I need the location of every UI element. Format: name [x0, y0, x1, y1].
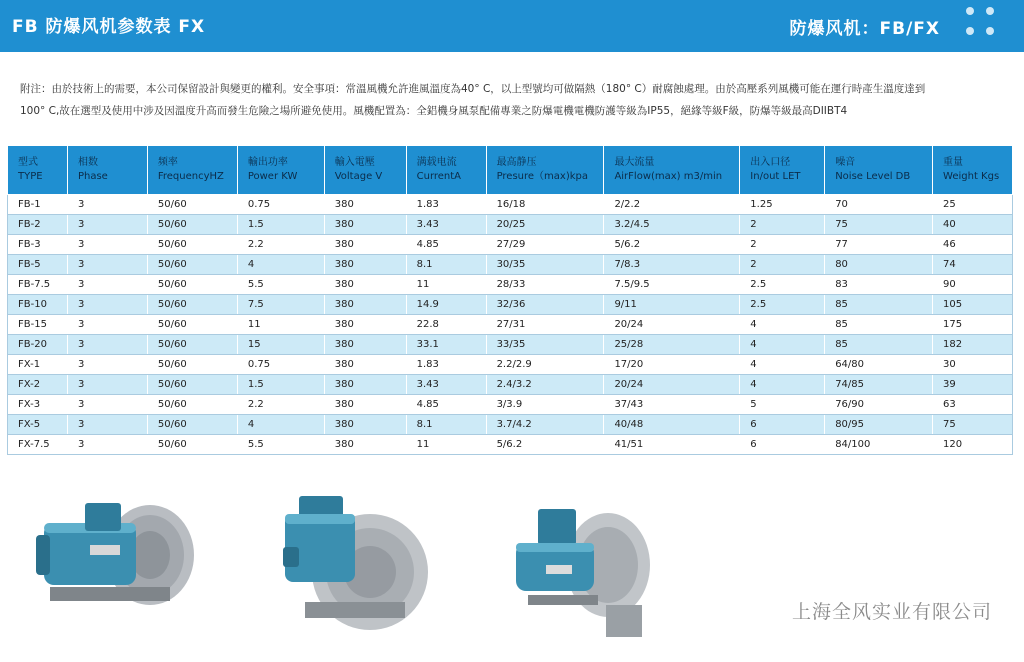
page-title: FB 防爆风机参数表 FX [12, 17, 206, 37]
column-header [8, 146, 68, 195]
table-cell: 50/60 [147, 215, 237, 235]
table-cell: FX-5 [8, 415, 68, 435]
table-cell: FX-1 [8, 355, 68, 375]
table-cell: 380 [324, 295, 406, 315]
table-cell: 50/60 [147, 415, 237, 435]
table-cell: 4 [237, 255, 324, 275]
table-cell: 3/3.9 [486, 395, 604, 415]
table-cell: 83 [825, 275, 933, 295]
column-header-cn: 噪音 [835, 157, 856, 168]
table-cell: 380 [324, 375, 406, 395]
table-cell: 2.2/2.9 [486, 355, 604, 375]
table-cell: 84/100 [825, 435, 933, 455]
table-cell: 1.25 [740, 195, 825, 215]
table-cell: 20/24 [604, 315, 740, 335]
header-right-title: 防爆风机：FB/FX [789, 19, 940, 39]
centrifugal-blower-photo-3 [508, 495, 658, 645]
table-row [8, 315, 1013, 335]
table-cell: 76/90 [825, 395, 933, 415]
column-header-en: In/out LET [750, 171, 801, 182]
table-cell: 40 [933, 215, 1013, 235]
table-cell: 50/60 [147, 275, 237, 295]
column-header-cn: 相数 [77, 157, 98, 168]
column-header [324, 146, 406, 195]
table-cell: 85 [825, 335, 933, 355]
table-cell: 17/20 [604, 355, 740, 375]
table-cell: 380 [324, 255, 406, 275]
table-cell: 5.5 [237, 275, 324, 295]
table-cell: 30 [933, 355, 1013, 375]
table-body [8, 195, 1013, 455]
column-header-en: AirFlow(max) m3/min [614, 171, 723, 182]
table-cell: 380 [324, 355, 406, 375]
table-cell: 9/11 [604, 295, 740, 315]
company-name: 上海全风实业有限公司 [791, 601, 992, 623]
table-cell: 40/48 [604, 415, 740, 435]
table-cell: FX-3 [8, 395, 68, 415]
column-header [237, 146, 324, 195]
table-cell: 85 [825, 315, 933, 335]
table-cell: 11 [406, 275, 486, 295]
spec-table [7, 145, 1013, 455]
table-cell: 120 [933, 435, 1013, 455]
table-cell: 6 [740, 435, 825, 455]
table-cell: 3 [67, 355, 147, 375]
column-header-cn: 重量 [943, 157, 964, 168]
table-cell: 380 [324, 275, 406, 295]
table-cell: 25 [933, 195, 1013, 215]
table-row [8, 375, 1013, 395]
table-cell: 2.2 [237, 395, 324, 415]
table-cell: 3 [67, 315, 147, 335]
table-cell: 28/33 [486, 275, 604, 295]
column-header [486, 146, 604, 195]
column-header-en: Power KW [247, 171, 298, 182]
table-cell: 27/31 [486, 315, 604, 335]
table-cell: FB-20 [8, 335, 68, 355]
table-cell: 1.5 [237, 215, 324, 235]
table-cell: 3.43 [406, 215, 486, 235]
table-cell: 14.9 [406, 295, 486, 315]
table-cell: 0.75 [237, 355, 324, 375]
table-cell: 105 [933, 295, 1013, 315]
table-cell: 50/60 [147, 315, 237, 335]
table-row [8, 235, 1013, 255]
column-header [604, 146, 740, 195]
table-cell: 2 [740, 255, 825, 275]
table-cell: 5 [740, 395, 825, 415]
table-cell: 380 [324, 415, 406, 435]
table-row [8, 295, 1013, 315]
table-cell: 70 [825, 195, 933, 215]
table-cell: 3 [67, 375, 147, 395]
table-cell: FB-3 [8, 235, 68, 255]
column-header [147, 146, 237, 195]
table-cell: 3 [67, 235, 147, 255]
column-header-cn: 最高静压 [496, 157, 537, 168]
table-header-row [8, 146, 1013, 195]
table-cell: 50/60 [147, 435, 237, 455]
table-cell: 3 [67, 275, 147, 295]
table-cell: 90 [933, 275, 1013, 295]
notice-line-1: 附注：由於技術上的需要，本公司保留設計與變更的權利。安全事項：常溫風機允許進風溫度為40° C，以上型號均可做隔熱（180° C）耐腐蝕處理。由於高壓系列風機可能在運行時產生溫度達到 [20, 83, 926, 95]
table-cell: 11 [237, 315, 324, 335]
table-cell: 2.5 [740, 295, 825, 315]
column-header-cn: 满载电流 [416, 157, 457, 168]
table-cell: FB-2 [8, 215, 68, 235]
table-cell: 4 [740, 355, 825, 375]
table-cell: 1.5 [237, 375, 324, 395]
header-bar [0, 0, 1024, 52]
table-cell: 41/51 [604, 435, 740, 455]
dots-icon [966, 7, 998, 39]
column-header [825, 146, 933, 195]
table-cell: 2.2 [237, 235, 324, 255]
table-cell: 3 [67, 215, 147, 235]
table-cell: 380 [324, 215, 406, 235]
table-cell: FX-2 [8, 375, 68, 395]
ring-blower-photo-2 [275, 492, 435, 637]
table-cell: 380 [324, 195, 406, 215]
table-cell: 50/60 [147, 295, 237, 315]
table-cell: 0.75 [237, 195, 324, 215]
table-cell: 74/85 [825, 375, 933, 395]
table-cell: 6 [740, 415, 825, 435]
table-row [8, 335, 1013, 355]
table-row [8, 255, 1013, 275]
table-cell: FB-1 [8, 195, 68, 215]
table-cell: 27/29 [486, 235, 604, 255]
table-cell: 380 [324, 235, 406, 255]
table-cell: 11 [406, 435, 486, 455]
table-cell: 77 [825, 235, 933, 255]
table-cell: 2/2.2 [604, 195, 740, 215]
table-cell: 30/35 [486, 255, 604, 275]
column-header-en: Weight Kgs [943, 171, 1000, 182]
table-cell: 46 [933, 235, 1013, 255]
ring-blower-photo-1 [30, 485, 200, 620]
table-cell: 380 [324, 435, 406, 455]
table-cell: 80 [825, 255, 933, 275]
table-cell: 4.85 [406, 395, 486, 415]
column-header-en: Noise Level DB [835, 171, 911, 182]
table-cell: 8.1 [406, 415, 486, 435]
table-cell: 3 [67, 335, 147, 355]
table-cell: 20/25 [486, 215, 604, 235]
table-cell: 74 [933, 255, 1013, 275]
table-cell: 4 [740, 315, 825, 335]
column-header-cn: 最大流量 [614, 157, 655, 168]
table-cell: 5.5 [237, 435, 324, 455]
table-row [8, 275, 1013, 295]
table-cell: 20/24 [604, 375, 740, 395]
table-cell: FX-7.5 [8, 435, 68, 455]
table-cell: 2.4/3.2 [486, 375, 604, 395]
table-cell: FB-5 [8, 255, 68, 275]
table-row [8, 435, 1013, 455]
table-cell: 3 [67, 195, 147, 215]
table-row [8, 415, 1013, 435]
column-header-en: TYPE [18, 171, 43, 182]
table-cell: FB-15 [8, 315, 68, 335]
table-cell: 4.85 [406, 235, 486, 255]
table-cell: 33/35 [486, 335, 604, 355]
table-cell: 8.1 [406, 255, 486, 275]
table-cell: 2 [740, 215, 825, 235]
table-cell: 64/80 [825, 355, 933, 375]
column-header [740, 146, 825, 195]
table-cell: 50/60 [147, 355, 237, 375]
column-header [406, 146, 486, 195]
column-header-cn: 出入口径 [750, 157, 791, 168]
table-cell: 3.2/4.5 [604, 215, 740, 235]
table-cell: 4 [740, 335, 825, 355]
table-cell: 75 [825, 215, 933, 235]
table-cell: 380 [324, 315, 406, 335]
table-cell: 3.7/4.2 [486, 415, 604, 435]
table-cell: 7.5 [237, 295, 324, 315]
table-cell: 2 [740, 235, 825, 255]
column-header-cn: 輸入電壓 [334, 157, 375, 168]
table-row [8, 355, 1013, 375]
table-cell: 37/43 [604, 395, 740, 415]
table-cell: 22.8 [406, 315, 486, 335]
table-cell: 80/95 [825, 415, 933, 435]
table-cell: 32/36 [486, 295, 604, 315]
table-cell: 4 [237, 415, 324, 435]
table-cell: 1.83 [406, 195, 486, 215]
notice-text [20, 78, 1010, 122]
table-cell: 50/60 [147, 335, 237, 355]
table-cell: 7/8.3 [604, 255, 740, 275]
notice-line-2: 100° C,故在選型及使用中涉及因溫度升高而發生危險之場所避免使用。風機配置為：全鋁機身風泵配備專業之防爆電機電機防護等級為IP55，絕緣等級F級，防爆等級最高DIIBT4 [20, 105, 848, 117]
table-cell: 2.5 [740, 275, 825, 295]
column-header-en: Phase [77, 171, 108, 182]
table-cell: 3.43 [406, 375, 486, 395]
table-cell: 15 [237, 335, 324, 355]
table-cell: 50/60 [147, 195, 237, 215]
table-cell: 16/18 [486, 195, 604, 215]
column-header-en: FrequencyHZ [157, 171, 224, 182]
table-row [8, 195, 1013, 215]
table-cell: 380 [324, 335, 406, 355]
column-header [67, 146, 147, 195]
table-cell: FB-7.5 [8, 275, 68, 295]
table-row [8, 395, 1013, 415]
table-cell: 3 [67, 435, 147, 455]
table-cell: 39 [933, 375, 1013, 395]
table-cell: 4 [740, 375, 825, 395]
table-cell: 3 [67, 395, 147, 415]
table-cell: 3 [67, 415, 147, 435]
column-header [933, 146, 1013, 195]
table-cell: 50/60 [147, 395, 237, 415]
table-cell: 5/6.2 [604, 235, 740, 255]
table-cell: 7.5/9.5 [604, 275, 740, 295]
table-cell: 50/60 [147, 235, 237, 255]
table-cell: 25/28 [604, 335, 740, 355]
table-cell: 380 [324, 395, 406, 415]
table-cell: 50/60 [147, 255, 237, 275]
column-header-cn: 频率 [157, 157, 178, 168]
table-cell: 182 [933, 335, 1013, 355]
column-header-en: Presure（max)kpa [496, 171, 589, 182]
table-cell: 85 [825, 295, 933, 315]
table-cell: 50/60 [147, 375, 237, 395]
table-cell: 5/6.2 [486, 435, 604, 455]
table-cell: 3 [67, 255, 147, 275]
column-header-cn: 型式 [18, 157, 38, 168]
table-row [8, 215, 1013, 235]
table-cell: FB-10 [8, 295, 68, 315]
column-header-en: CurrentA [416, 171, 462, 182]
table-cell: 1.83 [406, 355, 486, 375]
table-cell: 3 [67, 295, 147, 315]
table-cell: 63 [933, 395, 1013, 415]
column-header-en: Voltage V [334, 171, 383, 182]
table-cell: 33.1 [406, 335, 486, 355]
column-header-cn: 輸出功率 [247, 157, 288, 168]
table-cell: 175 [933, 315, 1013, 335]
table-cell: 75 [933, 415, 1013, 435]
